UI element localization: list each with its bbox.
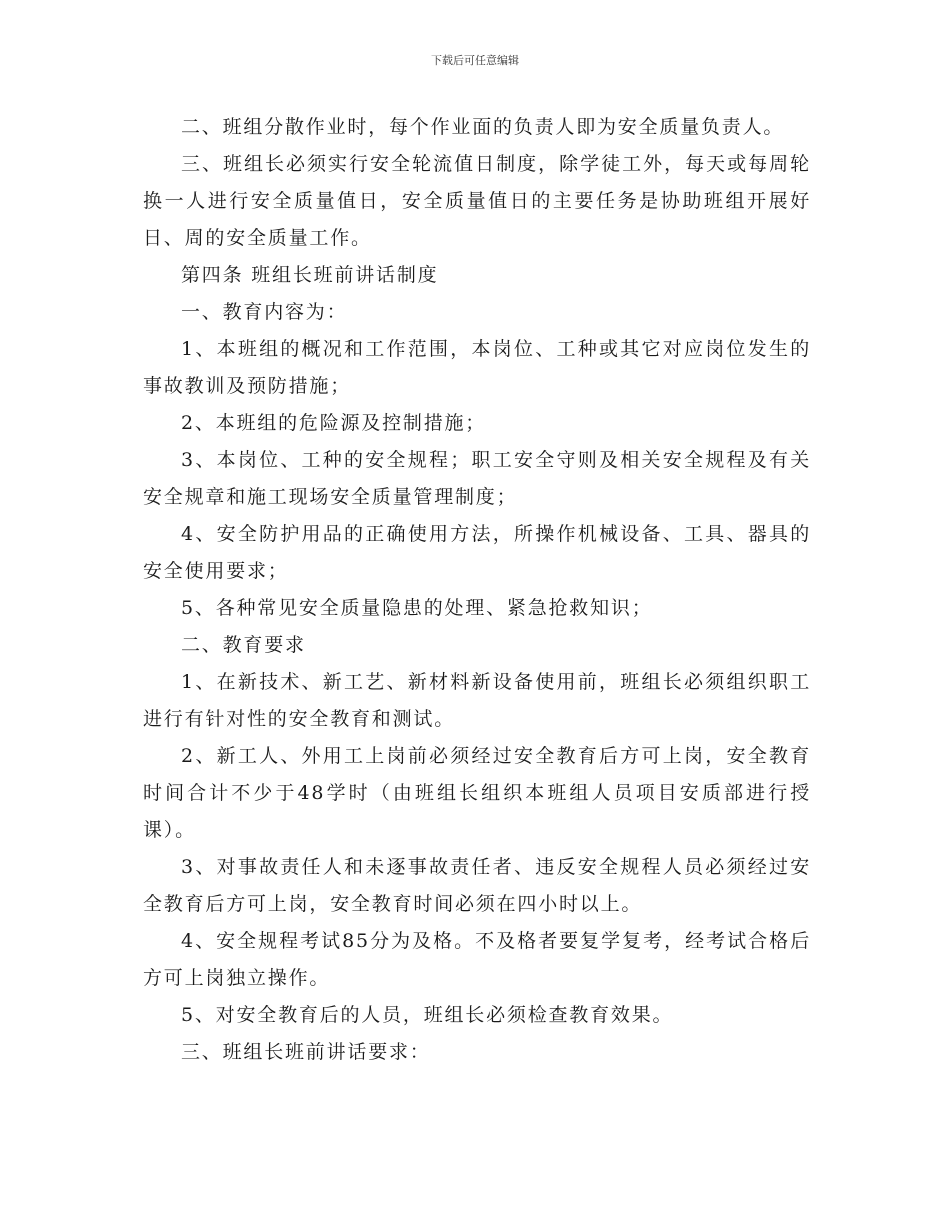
document-body bbox=[143, 109, 811, 1071]
paragraph: 三、班组长必须实行安全轮流值日制度，除学徒工外，每天或每周轮换一人进行安全质量值日，安全质量值日的主要任务是协助班组开展好日、周的安全质量工作。 bbox=[143, 153, 811, 249]
list-item: 1、在新技术、新工艺、新材料新设备使用前，班组长必须组织职工进行有针对性的安全教育和测试。 bbox=[143, 671, 811, 730]
subsection-heading: 二、教育要求 bbox=[181, 634, 306, 656]
subsection-heading: 三、班组长班前讲话要求： bbox=[181, 1041, 431, 1063]
list-item: 5、各种常见安全质量隐患的处理、紧急抢救知识； bbox=[181, 597, 653, 619]
list-item: 3、对事故责任人和未逐事故责任者、违反安全规程人员必须经过安全教育后方可上岗，安全教育时间必须在四小时以上。 bbox=[143, 856, 811, 915]
paragraph: 二、班组分散作业时，每个作业面的负责人即为安全质量负责人。 bbox=[181, 116, 785, 138]
list-item: 5、对安全教育后的人员，班组长必须检查教育效果。 bbox=[181, 1004, 674, 1026]
list-item: 4、安全规程考试85分为及格。不及格者要复学复考，经考试合格后方可上岗独立操作。 bbox=[143, 930, 811, 989]
list-item: 2、新工人、外用工上岗前必须经过安全教育后方可上岗，安全教育时间合计不少于48学时（由班组长组织本班组人员项目安质部进行授课）。 bbox=[143, 745, 811, 841]
list-item: 3、本岗位、工种的安全规程；职工安全守则及相关安全规程及有关安全规章和施工现场安全质量管理制度； bbox=[143, 449, 811, 508]
subsection-heading: 一、教育内容为： bbox=[181, 301, 348, 323]
page-header: 下载后可任意编辑 bbox=[431, 54, 519, 67]
list-item: 4、安全防护用品的正确使用方法，所操作机械设备、工具、器具的安全使用要求； bbox=[143, 523, 811, 582]
list-item: 1、本班组的概况和工作范围，本岗位、工种或其它对应岗位发生的事故教训及预防措施； bbox=[143, 338, 811, 397]
section-heading: 第四条 班组长班前讲话制度 bbox=[181, 264, 439, 286]
list-item: 2、本班组的危险源及控制措施； bbox=[181, 412, 487, 434]
